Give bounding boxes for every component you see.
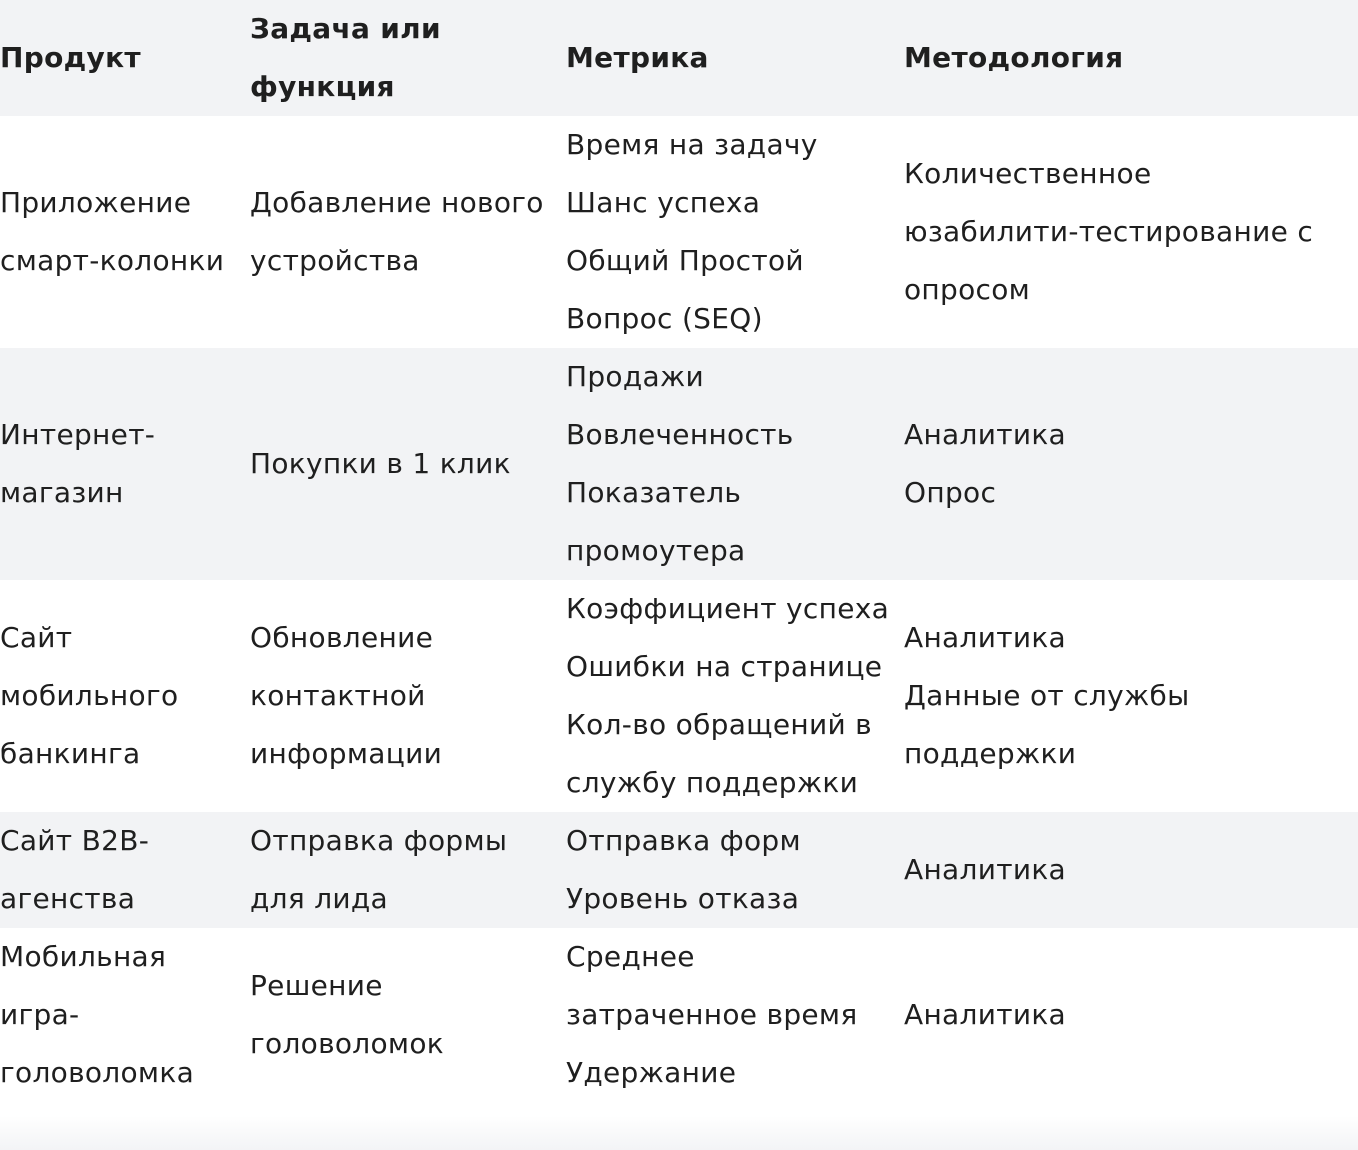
cell-line: Добавление нового [250, 186, 544, 219]
cell-product [0, 116, 250, 348]
cell-metric [566, 348, 904, 580]
cell-line: Покупки в 1 клик [250, 447, 511, 480]
cell-line: Кол-во обращений в [566, 708, 872, 741]
header-line: Метрика [566, 41, 709, 74]
cell-line: головоломка [0, 1056, 195, 1089]
table-header-row [0, 0, 1358, 116]
header-line: Методология [904, 41, 1124, 74]
cell-metric [566, 812, 904, 928]
cell-line: устройства [250, 244, 420, 277]
cell-task [250, 580, 566, 812]
cell-line: информации [250, 737, 443, 770]
cell-line: юзабилити-тестирование с [904, 215, 1314, 248]
cell-line: головоломок [250, 1027, 444, 1060]
cell-line: Шанс успеха [566, 186, 761, 219]
cell-line: промоутера [566, 534, 746, 567]
cell-line: Отправка форм [566, 824, 801, 857]
cell-line: агенства [0, 882, 136, 915]
cell-line: магазин [0, 476, 124, 509]
cell-line: для лида [250, 882, 389, 915]
header-line: Продукт [0, 41, 141, 74]
header-task [250, 0, 566, 116]
cell-line: Коэффициент успеха [566, 592, 890, 625]
cell-line: Сайт B2B- [0, 824, 150, 857]
cell-line: Интернет- [0, 418, 156, 451]
cell-product [0, 348, 250, 580]
cell-line: Вовлеченность [566, 418, 794, 451]
header-line: Задача или [250, 12, 441, 45]
cell-line: мобильного [0, 679, 179, 712]
cell-line: Аналитика [904, 621, 1066, 654]
table-row [0, 812, 1358, 928]
cell-line: Мобильная [0, 940, 167, 973]
header-metric [566, 0, 904, 116]
cell-line: Время на задачу [566, 128, 818, 161]
cell-line: Обновление [250, 621, 434, 654]
cell-method [904, 928, 1358, 1102]
cell-line: Вопрос (SEQ) [566, 302, 763, 335]
cell-line: Среднее [566, 940, 695, 973]
cell-line: Аналитика [904, 853, 1066, 886]
cell-line: смарт-колонки [0, 244, 225, 277]
cell-line: контактной [250, 679, 426, 712]
cell-metric [566, 928, 904, 1102]
table-row [0, 580, 1358, 812]
cell-line: игра- [0, 998, 80, 1031]
cell-line: Приложение [0, 186, 192, 219]
cell-metric [566, 116, 904, 348]
header-product [0, 0, 250, 116]
cell-method [904, 580, 1358, 812]
cell-line: банкинга [0, 737, 141, 770]
cell-product [0, 580, 250, 812]
cell-line: опросом [904, 273, 1031, 306]
bottom-shadow [0, 1116, 1358, 1150]
cell-line: Данные от службы [904, 679, 1190, 712]
cell-line: Количественное [904, 157, 1152, 190]
cell-line: Общий Простой [566, 244, 804, 277]
table-row [0, 928, 1358, 1102]
cell-line: Отправка формы [250, 824, 508, 857]
cell-line: Удержание [566, 1056, 737, 1089]
header-method [904, 0, 1358, 116]
cell-line: Показатель [566, 476, 742, 509]
cell-line: затраченное время [566, 998, 858, 1031]
cell-line: Продажи [566, 360, 704, 393]
cell-product [0, 928, 250, 1102]
cell-line: Аналитика [904, 418, 1066, 451]
cell-task [250, 812, 566, 928]
header-line: функция [250, 70, 395, 103]
cell-line: Сайт [0, 621, 73, 654]
cell-task [250, 928, 566, 1102]
cell-task [250, 348, 566, 580]
cell-method [904, 812, 1358, 928]
cell-line: поддержки [904, 737, 1077, 770]
cell-task [250, 116, 566, 348]
table-row [0, 116, 1358, 348]
cell-line: Уровень отказа [566, 882, 800, 915]
cell-metric [566, 580, 904, 812]
cell-method [904, 348, 1358, 580]
cell-line: Опрос [904, 476, 997, 509]
cell-line: Решение [250, 969, 383, 1002]
cell-product [0, 812, 250, 928]
cell-line: Ошибки на странице [566, 650, 883, 683]
cell-method [904, 116, 1358, 348]
cell-line: службу поддержки [566, 766, 859, 799]
cell-line: Аналитика [904, 998, 1066, 1031]
table-row [0, 348, 1358, 580]
